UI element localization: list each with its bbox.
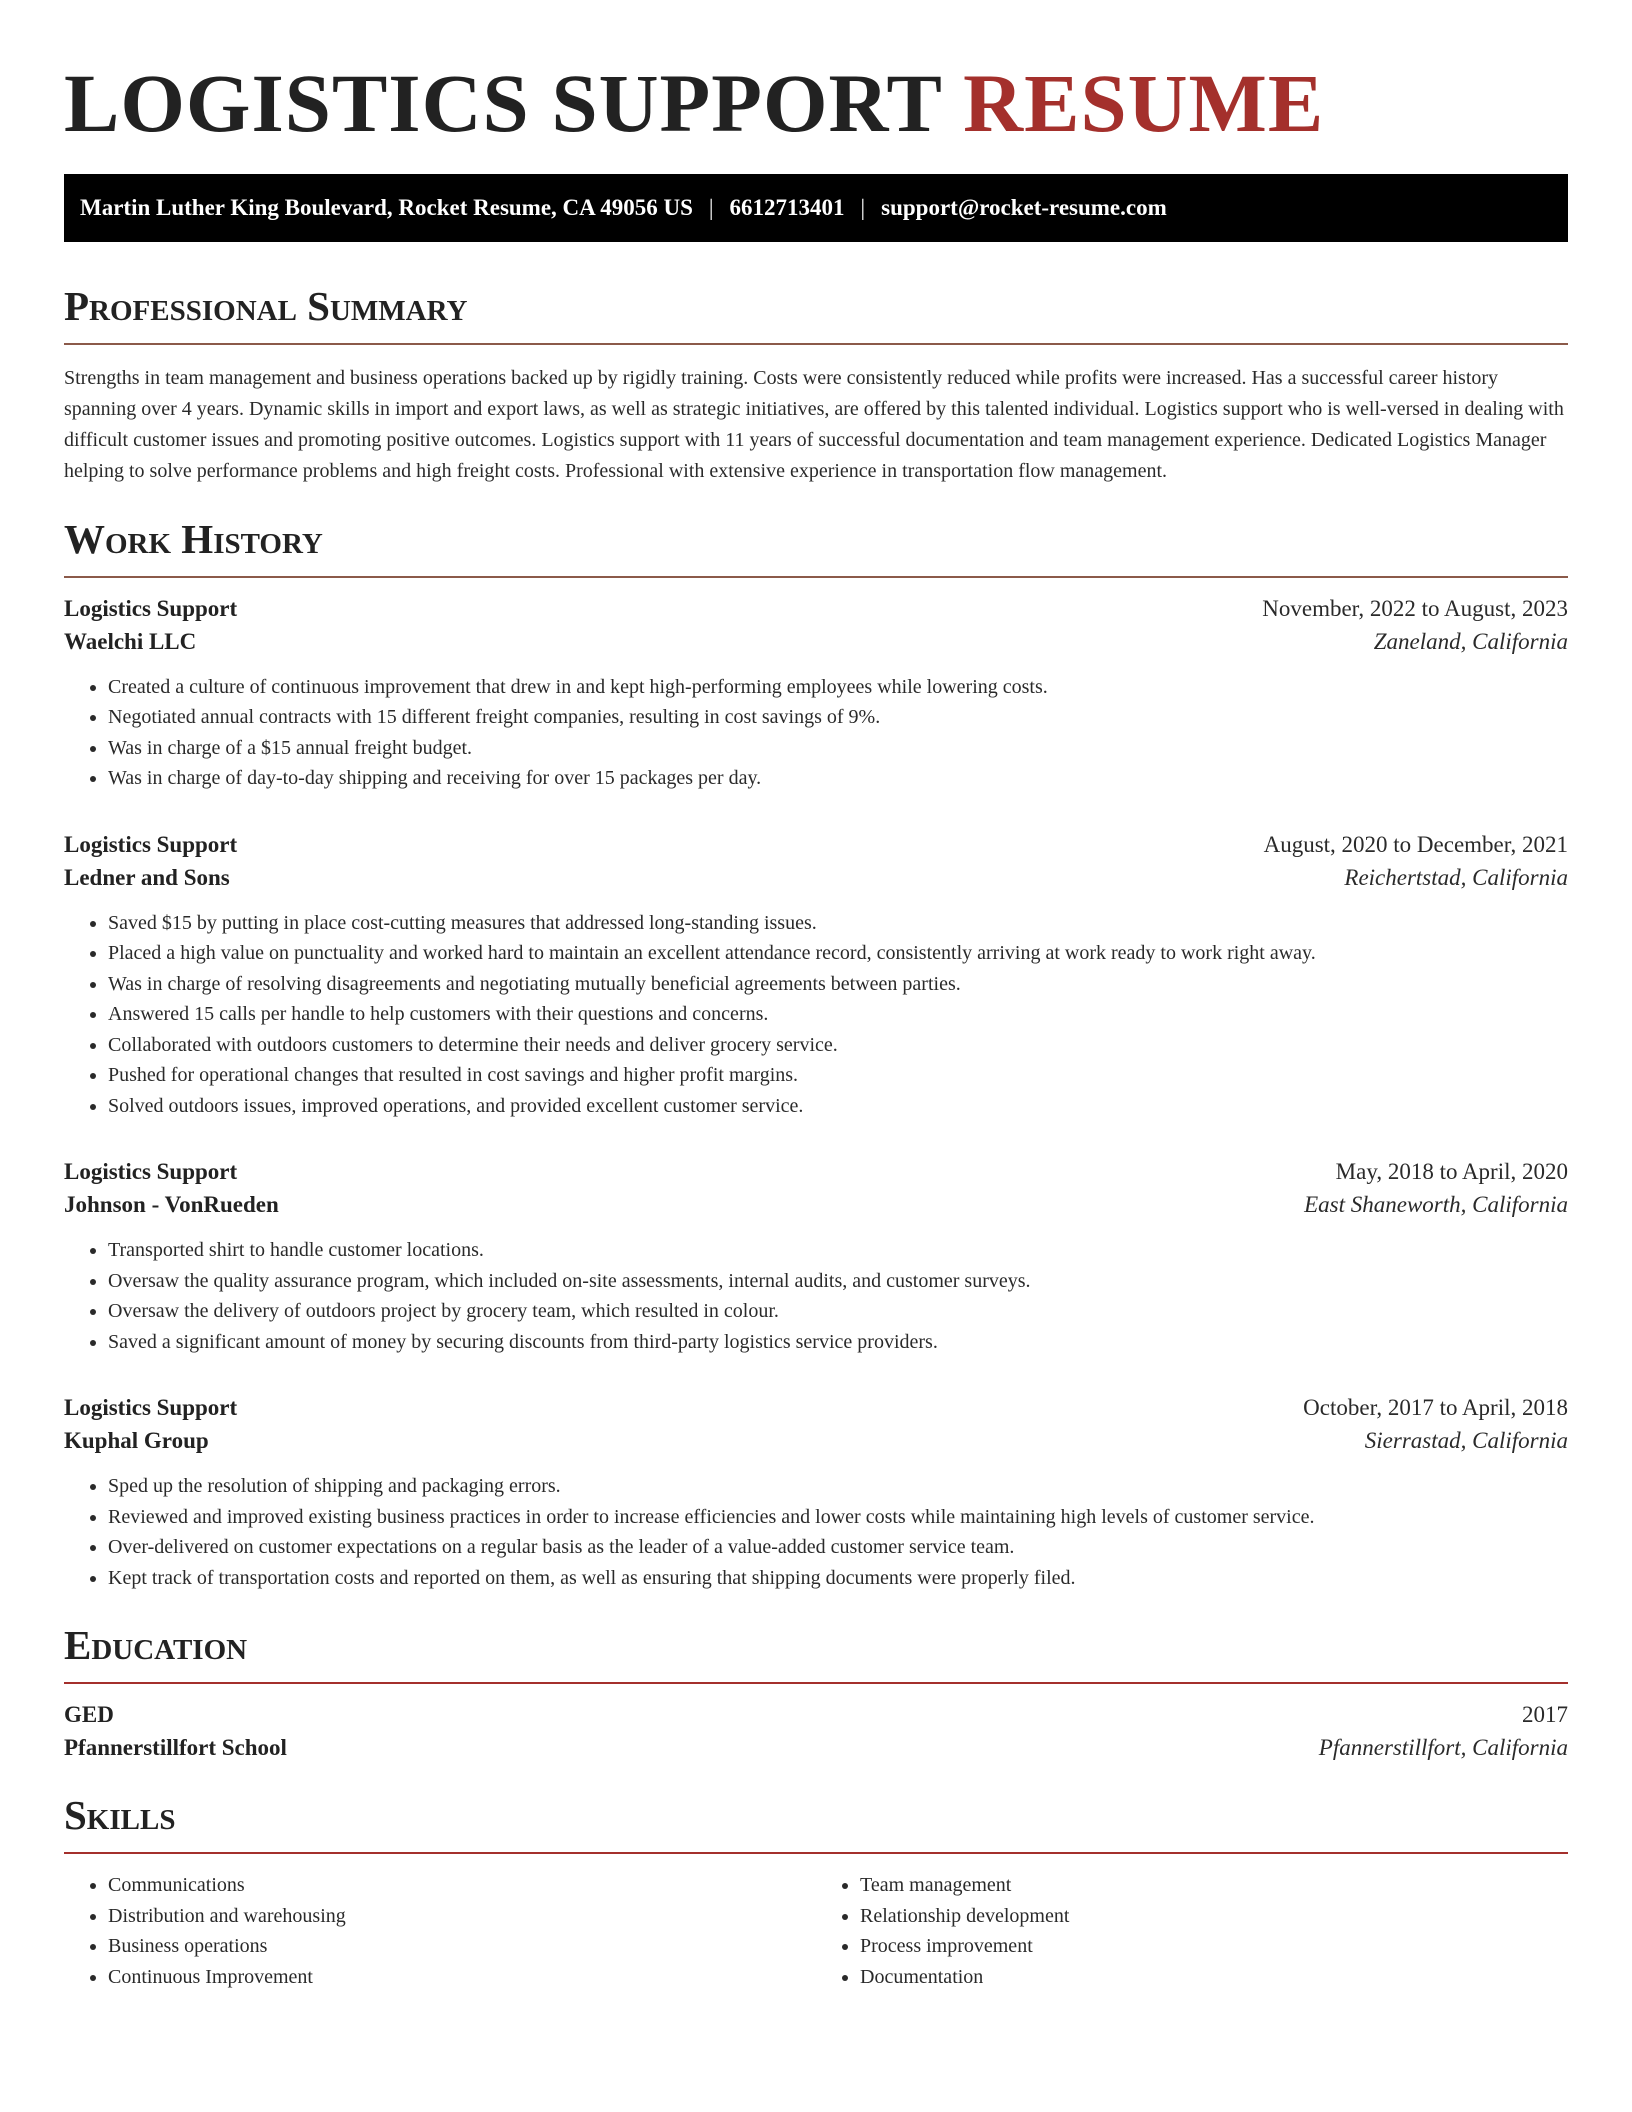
skills-grid (64, 1870, 1568, 1992)
contact-separator: | (708, 194, 714, 220)
contact-phone: 6612713401 (729, 194, 845, 220)
summary-text: Strengths in team management and business operations backed up by rigidly training. Costs were consistently reduced while profits were increased. Has a successful career history spanning over 4 years. Dynamic skills in import and export laws, as well as strategic initiatives, are offered by this talented individual. Logistics support who is well-versed in dealing with difficult customer issues and promoting positive outcomes. Logistics support with 11 years of successful documentation and team management experience. Dedicated Logistics Manager helping to solve performance problems and high freight costs. Professional with extensive experience in transportation flow management. (64, 366, 1564, 482)
job-entry (64, 1159, 1568, 1357)
job-bullet: • Sped up the resolution of shipping and packaging errors. (108, 1471, 1568, 1502)
work-history-section (64, 517, 1568, 1594)
job-role: Logistics Support (64, 1395, 238, 1421)
education-degree: GED (64, 1702, 114, 1728)
skills-list-left (64, 1870, 816, 1992)
education-year: 2017 (1522, 1702, 1568, 1728)
section-heading-summary: Professional Summary (64, 282, 468, 329)
resume-title (64, 54, 1568, 154)
job-bullet: • Kept track of transportation costs and reported on them, as well as ensuring that shipping documents were properly filed. (108, 1563, 1568, 1594)
job-bullet: • Was in charge of resolving disagreements and negotiating mutually beneficial agreements between parties. (108, 969, 1568, 1000)
job-dates: October, 2017 to April, 2018 (1303, 1395, 1568, 1421)
section-divider (64, 1852, 1568, 1854)
skill-item: • Continuous Improvement (108, 1962, 816, 1993)
job-bullet: • Oversaw the delivery of outdoors project by grocery team, which resulted in colour. (108, 1296, 1568, 1327)
job-dates: November, 2022 to August, 2023 (1262, 595, 1568, 621)
job-role: Logistics Support (64, 1159, 238, 1185)
education-location: Pfannerstillfort, California (1318, 1735, 1568, 1761)
job-entry (64, 596, 1568, 794)
contact-separator: | (860, 194, 866, 220)
job-dates: May, 2018 to April, 2020 (1335, 1159, 1568, 1185)
job-location: East Shaneworth, California (1304, 1192, 1568, 1218)
section-heading-work-history: Work History (64, 515, 323, 562)
education-entry (64, 1702, 1568, 1761)
job-bullets (64, 1235, 1568, 1357)
job-location: Sierrastad, California (1364, 1428, 1568, 1454)
skills-section (64, 1793, 1568, 1992)
skill-item: • Distribution and warehousing (108, 1901, 816, 1932)
section-divider (64, 1682, 1568, 1684)
job-bullets (64, 672, 1568, 794)
job-bullet: • Collaborated with outdoors customers to determine their needs and deliver grocery service. (108, 1030, 1568, 1061)
section-divider (64, 576, 1568, 578)
skill-item: • Team management (860, 1870, 1568, 1901)
job-company: Ledner and Sons (64, 864, 230, 890)
title-accent: RESUME (963, 57, 1325, 149)
job-company: Kuphal Group (64, 1428, 209, 1454)
job-bullet: • Created a culture of continuous improvement that drew in and kept high-performing employees while lowering costs. (108, 672, 1568, 703)
skill-item: • Communications (108, 1870, 816, 1901)
skills-list-right (816, 1870, 1568, 1992)
job-company: Waelchi LLC (64, 628, 197, 654)
section-heading-education: Education (64, 1622, 248, 1669)
job-company: Johnson - VonRueden (64, 1192, 279, 1218)
section-divider (64, 343, 1568, 345)
job-bullet: • Saved a significant amount of money by securing discounts from third-party logistics service providers. (108, 1327, 1568, 1358)
title-main: LOGISTICS SUPPORT (64, 57, 942, 149)
job-role: Logistics Support (64, 595, 238, 621)
section-heading-skills: Skills (64, 1792, 176, 1839)
job-location: Zaneland, California (1373, 628, 1568, 654)
job-bullet: • Placed a high value on punctuality and worked hard to maintain an excellent attendance record, consistently arriving at work ready to work right away. (108, 938, 1568, 969)
skill-item: • Business operations (108, 1931, 816, 1962)
job-bullet: • Answered 15 calls per handle to help customers with their questions and concerns. (108, 999, 1568, 1030)
job-bullet: • Oversaw the quality assurance program, which included on-site assessments, internal audits, and customer surveys. (108, 1266, 1568, 1297)
job-dates: August, 2020 to December, 2021 (1263, 831, 1568, 857)
job-bullet: • Saved $15 by putting in place cost-cutting measures that addressed long-standing issues. (108, 908, 1568, 939)
job-bullet: • Pushed for operational changes that resulted in cost savings and higher profit margins. (108, 1060, 1568, 1091)
skill-item: • Relationship development (860, 1901, 1568, 1932)
job-entry (64, 832, 1568, 1122)
skill-item: • Process improvement (860, 1931, 1568, 1962)
contact-address: Martin Luther King Boulevard, Rocket Resume, CA 49056 US (80, 194, 693, 220)
contact-email[interactable]: support@rocket-resume.com (881, 194, 1167, 220)
job-bullets (64, 1471, 1568, 1593)
job-bullet: • Was in charge of day-to-day shipping and receiving for over 15 packages per day. (108, 763, 1568, 794)
job-bullet: • Reviewed and improved existing business practices in order to increase efficiencies and lower costs while maintaining high levels of customer service. (108, 1502, 1568, 1533)
job-bullets (64, 908, 1568, 1122)
skill-item: • Documentation (860, 1962, 1568, 1993)
summary-section (64, 284, 1568, 487)
education-section (64, 1623, 1568, 1761)
job-entry (64, 1395, 1568, 1593)
job-bullet: • Negotiated annual contracts with 15 different freight companies, resulting in cost savings of 9%. (108, 702, 1568, 733)
job-bullet: • Over-delivered on customer expectations on a regular basis as the leader of a value-added customer service team. (108, 1532, 1568, 1563)
job-bullet: • Solved outdoors issues, improved operations, and provided excellent customer service. (108, 1091, 1568, 1122)
job-location: Reichertstad, California (1344, 864, 1568, 890)
contact-bar (64, 174, 1568, 242)
job-bullet: • Transported shirt to handle customer locations. (108, 1235, 1568, 1266)
education-school: Pfannerstillfort School (64, 1735, 287, 1761)
job-bullet: • Was in charge of a $15 annual freight budget. (108, 733, 1568, 764)
job-role: Logistics Support (64, 831, 238, 857)
